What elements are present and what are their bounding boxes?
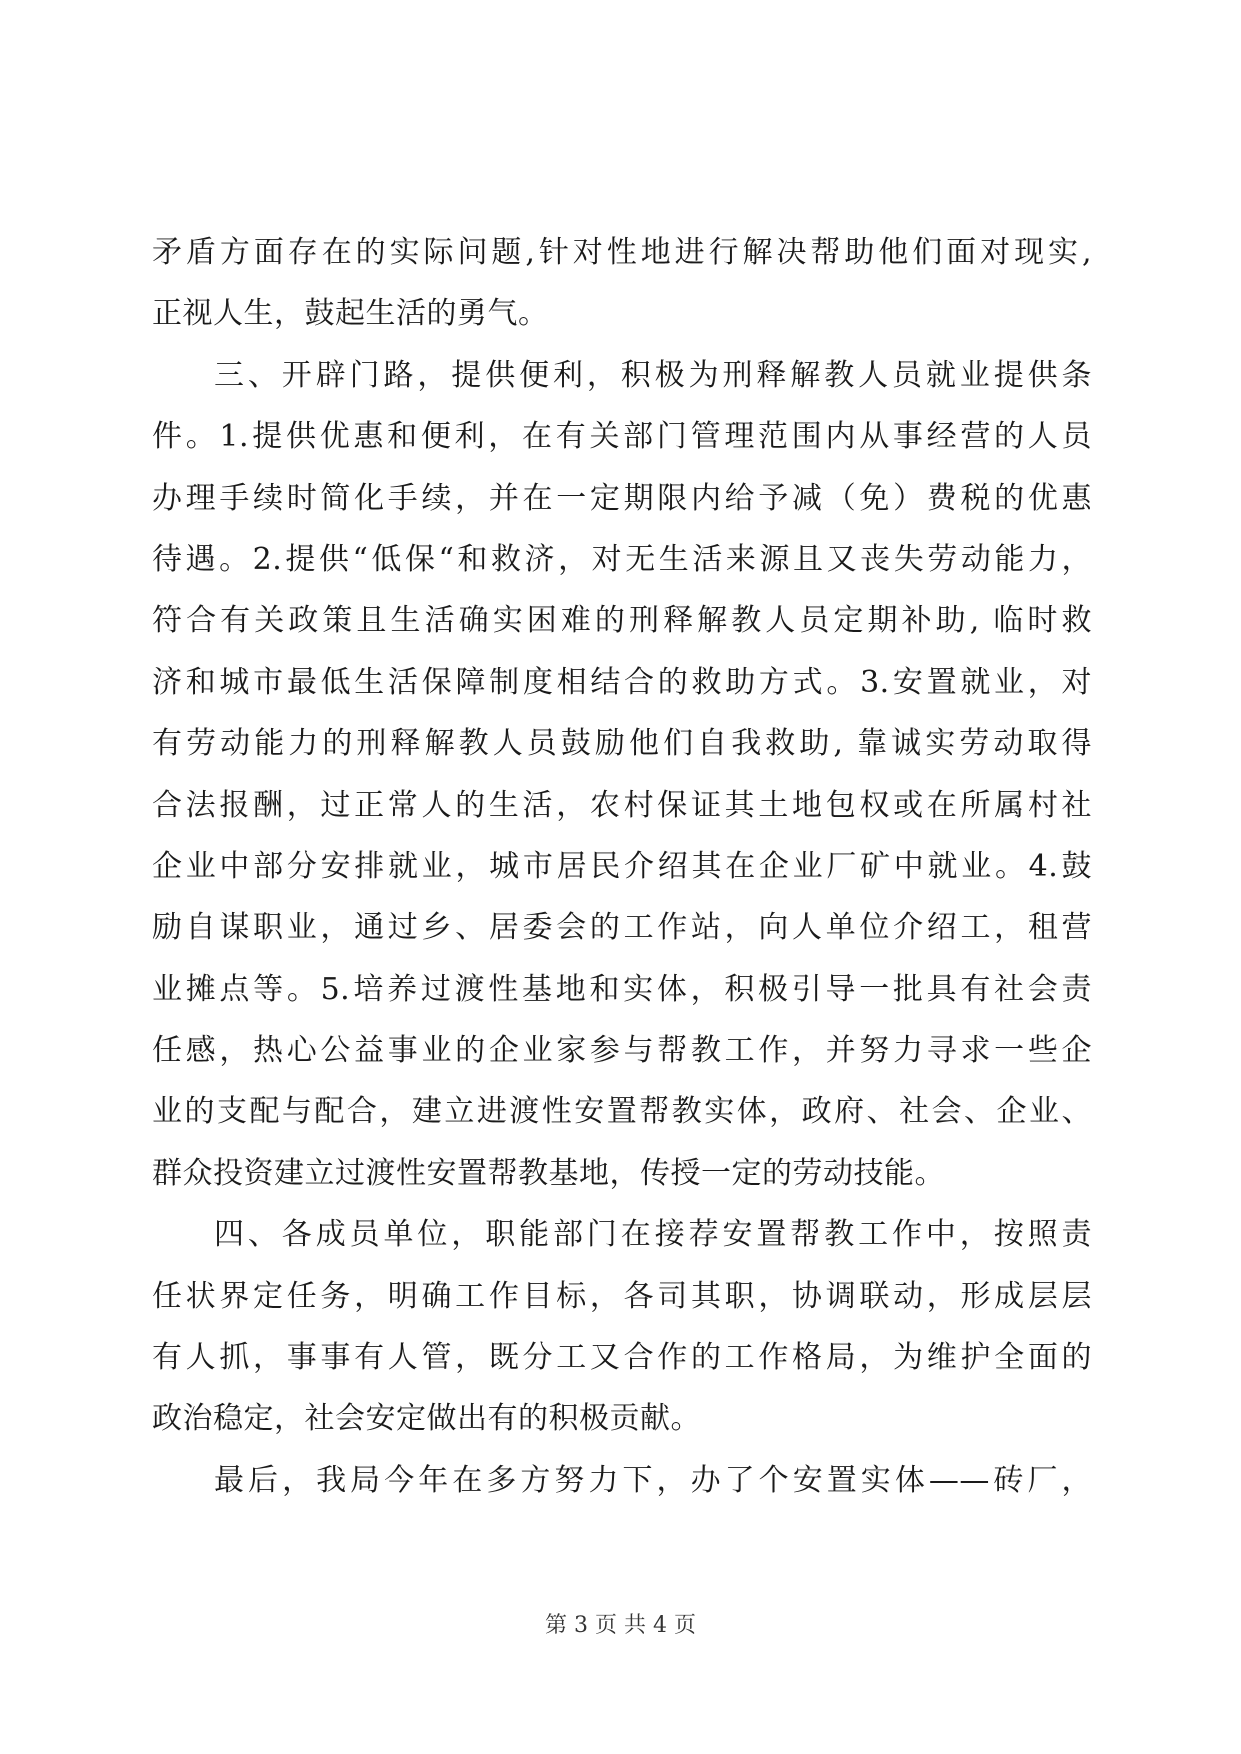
page-footer: 第 3 页 共 4 页 <box>545 1613 696 1638</box>
text-line: 有劳动能力的刑释解教人员鼓励他们自我救助, 靠诚实劳动取得 <box>152 726 1092 762</box>
text-line: 任状界定任务，明确工作目标，各司其职，协调联动，形成层层 <box>152 1278 1092 1314</box>
text-line: 符合有关政策且生活确实困难的刑释解教人员定期补助, 临时救 <box>152 603 1092 639</box>
text-line: 任感，热心公益事业的企业家参与帮教工作，并努力寻求一些企 <box>152 1033 1092 1069</box>
text-line: 合法报酬，过正常人的生活，农村保证其土地包权或在所属村社 <box>152 787 1092 823</box>
text-line: 业摊点等。5.培养过渡性基地和实体，积极引导一批具有社会责 <box>152 971 1092 1007</box>
text-line: 最后，我局今年在多方努力下，办了个安置实体——砖厂， <box>214 1462 1092 1498</box>
text-line: 办理手续时简化手续，并在一定期限内给予减（免）费税的优惠 <box>152 480 1092 516</box>
text-line: 政治稳定，社会安定做出有的积极贡献。 <box>152 1401 701 1437</box>
body-text <box>152 222 1092 1511</box>
text-line: 业的支配与配合，建立进渡性安置帮教实体，政府、社会、企业、 <box>152 1094 1092 1130</box>
text-line: 群众投资建立过渡性安置帮教基地，传授一定的劳动技能。 <box>152 1155 945 1191</box>
text-line: 励自谋职业，通过乡、居委会的工作站，向人单位介绍工，租营 <box>152 910 1092 946</box>
text-line: 有人抓，事事有人管，既分工又合作的工作格局，为维护全面的 <box>152 1340 1092 1376</box>
text-line: 三、开辟门路，提供便利，积极为刑释解教人员就业提供条 <box>214 357 1092 393</box>
text-line: 件。1.提供优惠和便利，在有关部门管理范围内从事经营的人员 <box>152 419 1092 455</box>
text-line: 矛盾方面存在的实际问题,针对性地进行解决帮助他们面对现实, <box>152 235 1092 270</box>
text-line: 正视人生，鼓起生活的勇气。 <box>152 296 549 332</box>
text-line: 济和城市最低生活保障制度相结合的救助方式。3.安置就业，对 <box>152 664 1092 700</box>
text-line: 企业中部分安排就业，城市居民介绍其在企业厂矿中就业。4.鼓 <box>152 848 1092 884</box>
text-line: 四、各成员单位，职能部门在接荐安置帮教工作中，按照责 <box>214 1217 1092 1253</box>
text-line: 待遇。2.提供“低保“和救济，对无生活来源且又丧失劳动能力， <box>152 541 1092 577</box>
